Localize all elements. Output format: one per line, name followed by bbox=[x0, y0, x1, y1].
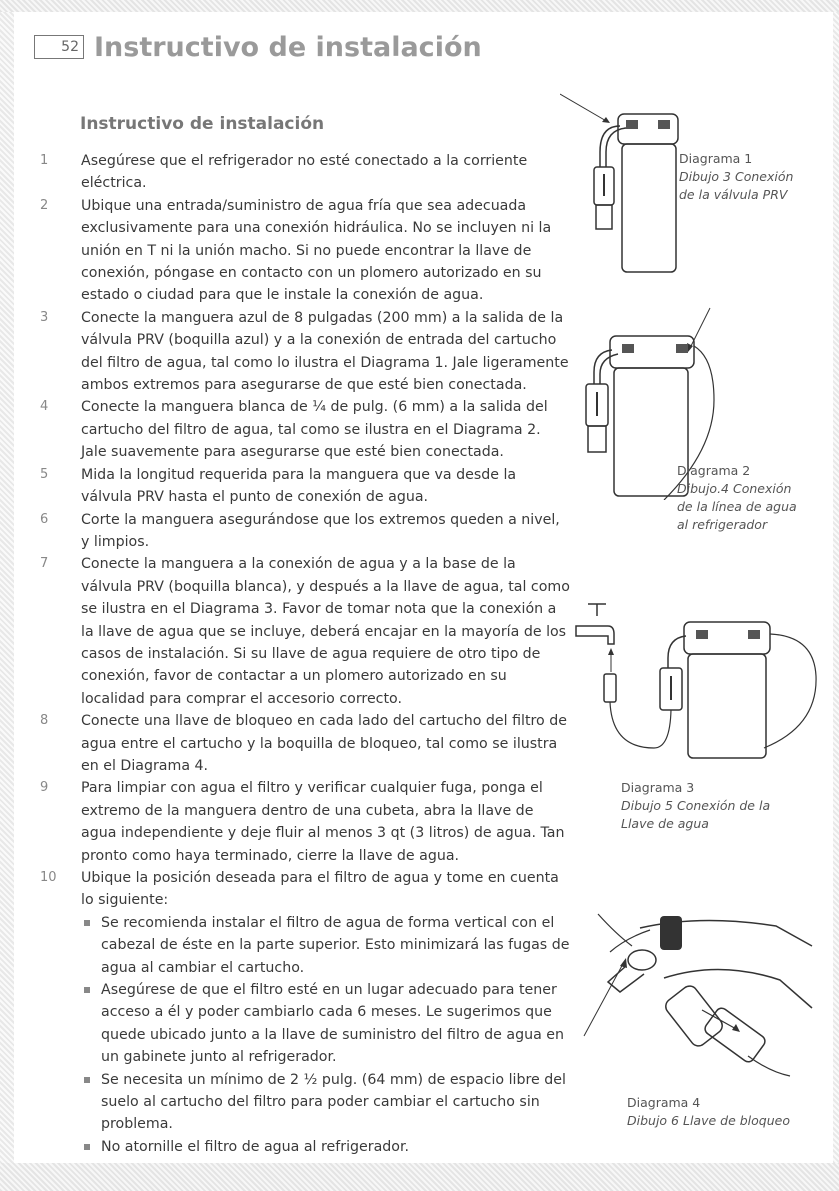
step-number: 10 bbox=[40, 870, 57, 885]
step-item bbox=[40, 307, 570, 397]
diagram-1-illustration bbox=[560, 92, 680, 282]
diagram-label: Diagrama 4 bbox=[627, 1095, 701, 1110]
step-text: Ubique la posición deseada para el filtro de agua y tome en cuenta lo siguiente: bbox=[81, 870, 559, 909]
diagram-3-caption bbox=[621, 779, 771, 833]
step-text: Mida la longitud requerida para la manguera que va desde la válvula PRV hasta el punto de conexión de agua. bbox=[81, 466, 517, 506]
bullet-item bbox=[81, 979, 570, 1069]
bullet-text: Asegúrese de que el filtro esté en un lugar adecuado para tener acceso a él y poder cambiarlo cada 6 meses. Le sugerimos que quede ubicado junto a la llave de suministro del filtro de agua en un gabinete junto al refrigerador. bbox=[101, 982, 565, 1066]
bullet-item bbox=[81, 1069, 570, 1136]
bullet-list bbox=[81, 912, 570, 1158]
bullet-marker bbox=[84, 1077, 90, 1083]
step-text: Para limpiar con agua el filtro y verificar cualquier fuga, ponga el extremo de la manguera dentro de una cubeta, abra la llave de agua independiente y deje fluir al menos 3 qt (3 litros) de agua. Tan pronto como haya terminado, cierre la llave de agua. bbox=[81, 780, 565, 864]
bullet-item bbox=[81, 1136, 570, 1158]
diagram-caption-text: Dibujo 5 Conexión de la Llave de agua bbox=[621, 798, 771, 831]
step-number: 4 bbox=[40, 399, 49, 415]
diagram-2-caption bbox=[677, 462, 807, 534]
step-number: 9 bbox=[40, 780, 49, 796]
diagram-label: Diagrama 2 bbox=[677, 463, 751, 478]
step-item bbox=[40, 710, 570, 777]
page-title: Instructivo de instalación bbox=[94, 31, 482, 63]
bullet-text: Se necesita un mínimo de 2 ½ pulg. (64 mm) de espacio libre del suelo al cartucho del filtro para poder cambiar el cartucho sin problema. bbox=[101, 1071, 566, 1133]
step-text: Asegúrese que el refrigerador no esté conectado a la corriente eléctrica. bbox=[81, 153, 528, 192]
bullet-marker bbox=[84, 987, 90, 993]
step-item bbox=[40, 867, 570, 1158]
page-number: 52 bbox=[34, 35, 84, 59]
step-text: Conecte la manguera azul de 8 pulgadas (200 mm) a la salida de la válvula PRV (boquilla azul) y a la conexión de entrada del cartucho del filtro de agua, tal como lo ilustra el Diagrama 1. Jale ligeramente ambos extremos para asegurarse de que esté bien conectada. bbox=[81, 309, 569, 394]
step-number: 5 bbox=[40, 466, 49, 482]
step-number: 7 bbox=[40, 556, 49, 572]
diagram-caption-text: Dibujo.4 Conexión de la línea de agua al refrigerador bbox=[677, 481, 797, 532]
bullet-text: Se recomienda instalar el filtro de agua de forma vertical con el cabezal de éste en la parte superior. Esto minimizará las fugas de agua al cambiar el cartucho. bbox=[101, 914, 570, 976]
page-header bbox=[34, 30, 482, 64]
step-item bbox=[40, 150, 570, 195]
step-item bbox=[40, 396, 570, 463]
step-text: Conecte una llave de bloqueo en cada lado del cartucho del filtro de agua entre el cartucho y la boquilla de bloqueo, tal como se ilustra en el Diagrama 4. bbox=[81, 713, 567, 774]
step-text: Ubique una entrada/suministro de agua fría que sea adecuada exclusivamente para una conexión hidráulica. No se incluyen ni la unión en T ni la unión macho. Si no puede encontrar la llave de conexión, póngase en contacto con un plomero autorizado en su estado o ciudad para que le instale la conexión de agua. bbox=[81, 197, 552, 304]
diagram-3-illustration bbox=[574, 596, 822, 766]
diagram-label: Diagrama 1 bbox=[679, 151, 753, 166]
step-number: 3 bbox=[40, 309, 49, 325]
step-number: 1 bbox=[40, 153, 49, 168]
bullet-text: No atornille el filtro de agua al refrigerador. bbox=[101, 1138, 410, 1155]
page-border-left bbox=[0, 12, 14, 1163]
step-text: Conecte la manguera a la conexión de agua y a la base de la válvula PRV (boquilla blanca), y después a la llave de agua, tal como se ilustra en el Diagrama 3. Favor de tomar nota que la conexión a la llave de agua que se incluye, deberá encajar en la mayoría de los casos de instalación. Si su llave de agua requiere de otro tipo de conexión, favor de contactar a un plomero autorizado en su localidad para comprar el accesorio correcto. bbox=[81, 556, 570, 707]
step-number: 2 bbox=[40, 197, 49, 213]
step-text: Conecte la manguera blanca de ¼ de pulg. (6 mm) a la salida del cartucho del filtro de agua, tal como se ilustra en el Diagrama 2. Jale suavemente para asegurarse que esté bien conectada. bbox=[81, 399, 548, 461]
diagram-1-caption bbox=[679, 150, 799, 204]
bullet-marker bbox=[84, 1144, 90, 1150]
step-number: 6 bbox=[40, 511, 49, 527]
step-item bbox=[40, 777, 570, 867]
step-text: Corte la manguera asegurándose que los extremos queden a nivel, y limpios. bbox=[81, 511, 560, 550]
step-item bbox=[40, 464, 570, 509]
step-number: 8 bbox=[40, 713, 49, 729]
bullet-marker bbox=[84, 920, 90, 926]
page-border-top bbox=[0, 0, 839, 12]
page-border-right bbox=[833, 12, 839, 1163]
diagram-label: Diagrama 3 bbox=[621, 780, 695, 795]
bullet-item bbox=[81, 912, 570, 979]
diagram-caption-text: Dibujo 3 Conexión de la válvula PRV bbox=[679, 169, 794, 202]
diagram-4-illustration bbox=[580, 908, 826, 1088]
diagram-4-caption bbox=[627, 1094, 807, 1130]
installation-steps bbox=[40, 150, 570, 1158]
page-border-bottom bbox=[0, 1163, 839, 1191]
step-item bbox=[40, 195, 570, 307]
section-title: Instructivo de instalación bbox=[80, 114, 325, 134]
step-item bbox=[40, 509, 570, 554]
step-item bbox=[40, 553, 570, 710]
diagram-caption-text: Dibujo 6 Llave de bloqueo bbox=[627, 1113, 790, 1128]
